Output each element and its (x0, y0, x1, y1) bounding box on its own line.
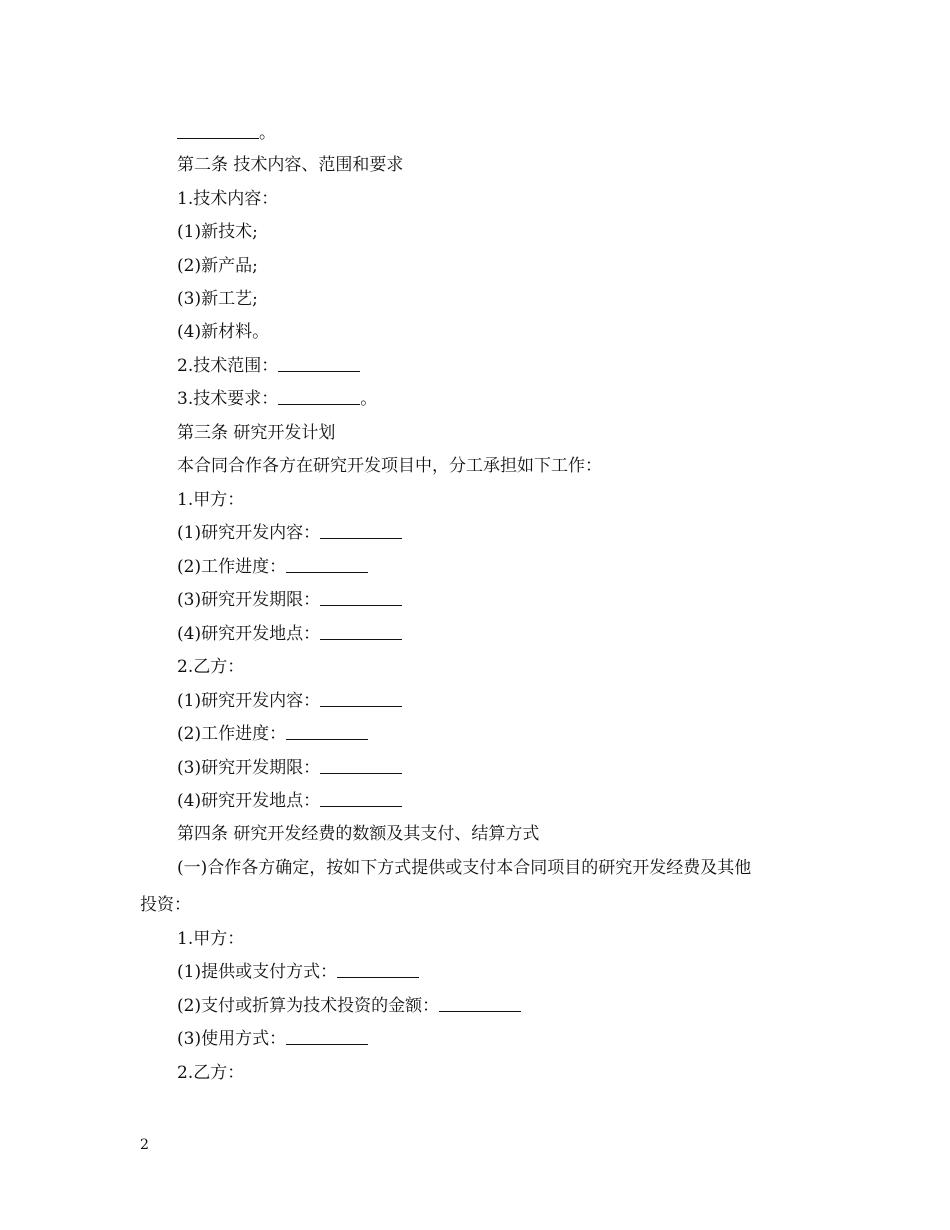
fill-blank (320, 690, 402, 707)
section-heading: 第二条 技术内容、范围和要求 (177, 155, 404, 175)
text-line: 3.技术要求： 。 (177, 389, 378, 409)
text-line: (1)研究开发内容： (177, 521, 402, 545)
text-line: 投资： (140, 895, 191, 915)
text-line: 2.乙方： (177, 1063, 245, 1083)
text-line: 1.甲方： (177, 929, 245, 949)
text-line: 2.技术范围： (177, 354, 360, 378)
section-heading: 第四条 研究开发经费的数额及其支付、结算方式 (177, 824, 540, 844)
text-line: 1.甲方： (177, 490, 245, 510)
fill-blank (177, 122, 259, 139)
text-line: (1)研究开发内容： (177, 689, 402, 713)
text-line: 本合同合作各方在研究开发项目中，分工承担如下工作： (177, 456, 602, 476)
text-line: (4)研究开发地点： (177, 622, 402, 646)
fill-blank (439, 995, 521, 1012)
text-line: (4)新材料。 (177, 322, 270, 342)
page-number: 2 (140, 1137, 149, 1153)
section-heading: 第三条 研究开发计划 (177, 423, 336, 443)
text-line: 2.乙方： (177, 657, 245, 677)
fill-blank (320, 623, 402, 640)
fill-blank (320, 589, 402, 606)
text-line: (2)工作进度： (177, 555, 368, 579)
fill-blank (320, 522, 402, 539)
fill-blank (278, 388, 360, 405)
text-line: (2)支付或折算为技术投资的金额： (177, 994, 521, 1018)
text-line: (1)新技术; (177, 222, 258, 242)
text-line: 。 (177, 121, 276, 145)
fill-blank (320, 790, 402, 807)
text-line: (4)研究开发地点： (177, 789, 402, 813)
fill-blank (286, 1028, 368, 1045)
fill-blank (286, 723, 368, 740)
text-line: (2)新产品; (177, 256, 258, 276)
text-line: (3)使用方式： (177, 1027, 368, 1051)
text-line: (3)研究开发期限： (177, 756, 402, 780)
fill-blank (337, 961, 419, 978)
fill-blank (278, 355, 360, 372)
text-line: 1.技术内容： (177, 189, 279, 209)
fill-blank (286, 556, 368, 573)
text-line: (一)合作各方确定，按如下方式提供或支付本合同项目的研究开发经费及其他 (177, 858, 752, 878)
text-line: (2)工作进度： (177, 722, 368, 746)
fill-blank (320, 757, 402, 774)
text-line: (3)研究开发期限： (177, 588, 402, 612)
text-line: (3)新工艺; (177, 289, 258, 309)
text-line: (1)提供或支付方式： (177, 960, 419, 984)
